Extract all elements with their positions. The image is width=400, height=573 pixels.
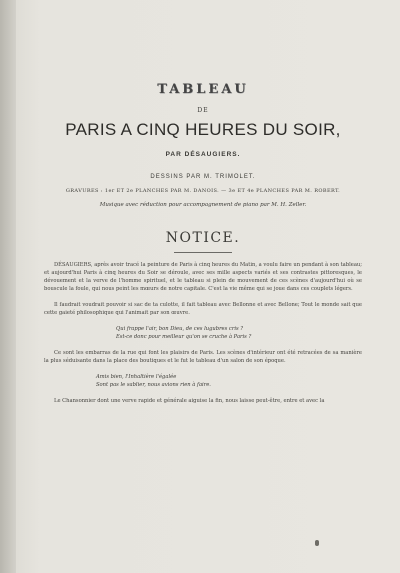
paragraph-2: Il faudrait voudrait pouvoir si sac de ta culotte, il fait tableau avec Bellonne et avec Bellone; Tout le monde sait que cette gaieté philosophique qui l'animait par son œuvre.	[44, 302, 362, 316]
ink-mark	[315, 540, 319, 546]
music-credit: Musique avec réduction pour accompagnement de piano par M. H. Zeller.	[99, 202, 307, 208]
verse-1: Qui frappe l'air, bon Dieu, de ces lugubres cris ? Est-ce donc pour meilleur qu'on se cruche à Paris ?	[116, 326, 252, 340]
verse-2: Amis bien, l'Inhaltière l'égalée Sont pas le sablier, nous avions rien à faire.	[96, 374, 211, 388]
paragraph-1: DÉSAUGIERS, après avoir tracé la peinture de Paris à cinq heures du Matin, a voulu faire un pendant à son tableau; et aujourd'hui Paris à cinq heures du Soir se déroule, avec ses mille aspects variés et ses contrastes pittoresques, le dévouement et la verve de l'homme spirituel, et le tableau si plein de mouvement de ces scènes d'aujourd'hui où se bouscule la foule, qui nous peint les mœurs de notre capitale. C'est la vie même qui se joue dans ces couplets légers.	[44, 262, 362, 292]
paragraph-3: Ce sont les embarras de la rue qui font les plaisirs de Paris. Les scènes d'intérieur ont été retracées de sa manière la plus séduisante dans la place des boutiques et le fut le tableau d'un salon de son époque.	[44, 350, 362, 364]
decorative-title: TABLEAU	[157, 82, 249, 97]
section-title: NOTICE.	[165, 230, 241, 246]
book-spine-shadow	[0, 0, 16, 573]
title-connector: DE	[197, 107, 209, 114]
author-byline: PAR DÉSAUGIERS.	[165, 151, 241, 158]
page-title: PARIS A CINQ HEURES DU SOIR,	[65, 120, 341, 139]
design-credit: DESSINS PAR M. TRIMOLET.	[150, 174, 256, 180]
title-divider	[174, 252, 232, 253]
document-content	[44, 82, 362, 405]
paragraph-4: Le Chansonnier dont une verve rapide et générale aiguise la fin, nous laisse peut-être, entre et avec la	[54, 398, 325, 404]
engraving-credit: GRAVURES : 1er ET 2e PLANCHES PAR M. DANOIS. — 3e ET 4e PLANCHES PAR M. ROBERT.	[65, 188, 341, 194]
